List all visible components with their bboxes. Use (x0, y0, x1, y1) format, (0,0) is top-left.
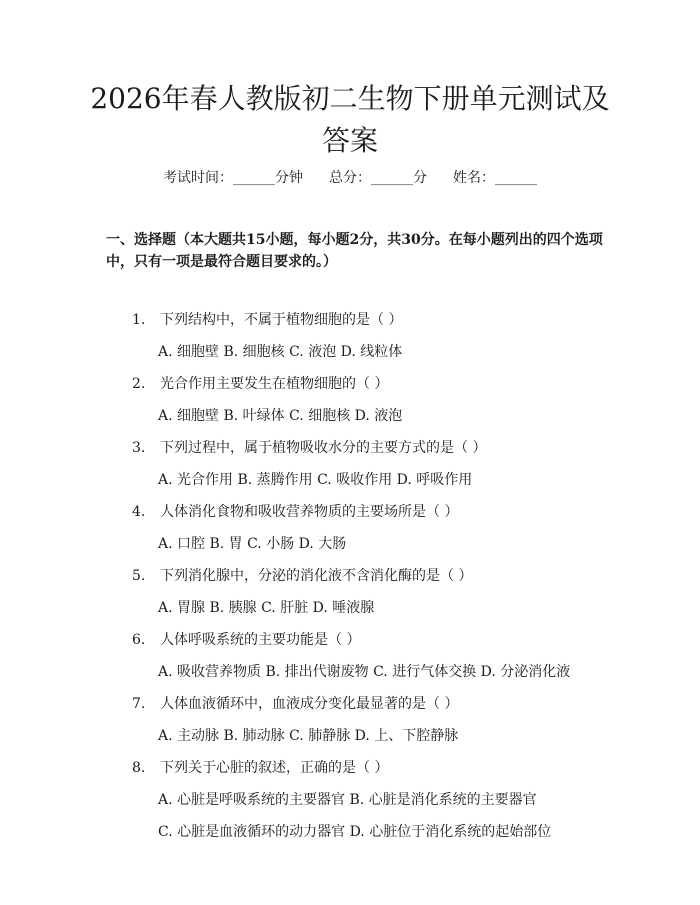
question-stem: 下列结构中，不属于植物细胞的是（ ） (160, 312, 403, 328)
question-number: 2. (132, 376, 146, 392)
exam-time-field: 考试时间：______分钟 (163, 170, 303, 186)
total-score-field: 总分：______分 (329, 170, 427, 186)
question-stem: 光合作用主要发生在植物细胞的（ ） (160, 376, 389, 392)
question-stem: 人体消化食物和吸收营养物质的主要场所是（ ） (160, 504, 459, 520)
question-7-options: A. 主动脉 B. 肺动脉 C. 肺静脉 D. 上、下腔静脉 (158, 728, 459, 744)
question-stem: 下列过程中，属于植物吸收水分的主要方式的是（ ） (160, 440, 487, 456)
question-number: 3. (132, 440, 146, 456)
question-number: 5. (132, 568, 146, 584)
question-number: 6. (132, 632, 146, 648)
question-2 (132, 374, 612, 394)
question-stem: 人体呼吸系统的主要功能是（ ） (160, 632, 361, 648)
question-number: 4. (132, 504, 146, 520)
question-8-options-line-1: A. 心脏是呼吸系统的主要器官 B. 心脏是消化系统的主要器官 (158, 792, 537, 808)
question-6 (132, 630, 612, 650)
question-number: 7. (132, 696, 146, 712)
question-4 (132, 502, 612, 522)
question-number: 1. (132, 312, 146, 328)
question-1 (132, 310, 612, 330)
question-6-options: A. 吸收营养物质 B. 排出代谢废物 C. 进行气体交换 D. 分泌消化液 (158, 664, 571, 680)
question-4-options: A. 口腔 B. 胃 C. 小肠 D. 大肠 (158, 536, 347, 552)
exam-meta (0, 168, 700, 188)
question-8 (132, 758, 612, 778)
question-3-options: A. 光合作用 B. 蒸腾作用 C. 吸收作用 D. 呼吸作用 (158, 472, 473, 488)
question-7 (132, 694, 612, 714)
student-name-field: 姓名：______ (453, 170, 537, 186)
question-stem: 人体血液循环中，血液成分变化最显著的是（ ） (160, 696, 459, 712)
question-5 (132, 566, 612, 586)
question-3 (132, 438, 612, 458)
section-heading: 一、选择题（本大题共15小题，每小题2分，共30分。在每小题列出的四个选项中，只有一项是最符合题目要求的。） (106, 232, 603, 270)
question-stem: 下列关于心脏的叙述，正确的是（ ） (160, 760, 389, 776)
question-5-options: A. 胃腺 B. 胰腺 C. 肝脏 D. 唾液腺 (158, 600, 375, 616)
question-number: 8. (132, 760, 146, 776)
question-1-options: A. 细胞壁 B. 细胞核 C. 液泡 D. 线粒体 (158, 344, 403, 360)
question-2-options: A. 细胞壁 B. 叶绿体 C. 细胞核 D. 液泡 (158, 408, 403, 424)
page-title: 2026年春人教版初二生物下册单元测试及答案 (90, 82, 610, 157)
question-8-options-line-2: C. 心脏是血液循环的动力器官 D. 心脏位于消化系统的起始部位 (158, 824, 552, 840)
question-stem: 下列消化腺中，分泌的消化液不含消化酶的是（ ） (160, 568, 473, 584)
